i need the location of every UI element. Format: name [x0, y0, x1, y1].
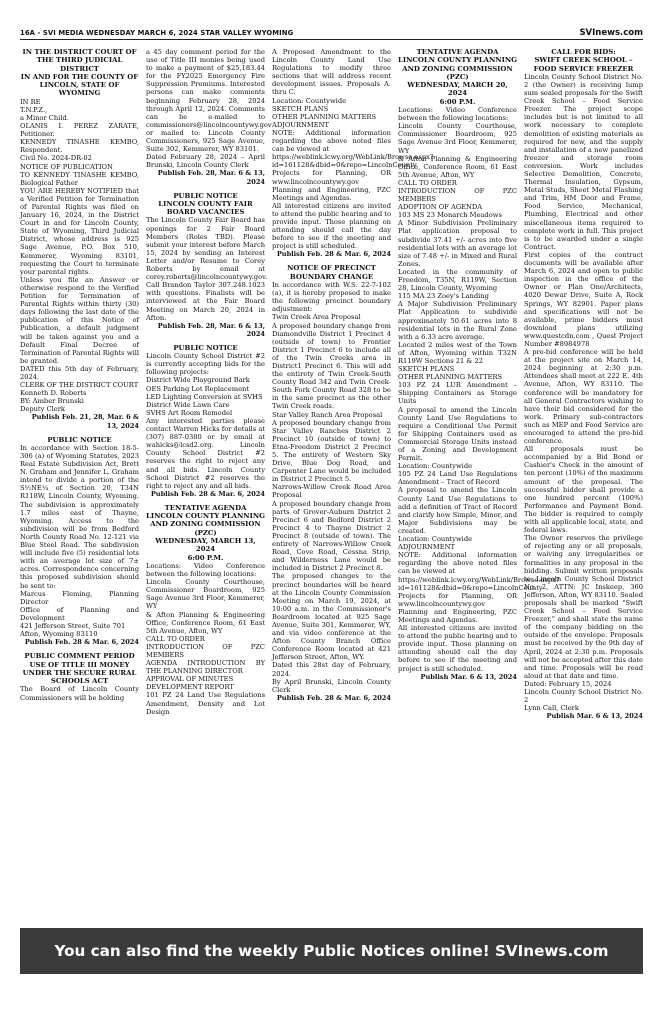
notice-body: In accordance with W.S. 22-7-102 (a), it is hereby proposed to make the following precinct boundary adjustment: Twin Creek Area Proposal A proposed boundary change from Diamondville District 1 Precinct 4 (outside of town) to Frontier District 1 Precinct 6 to include all of the Twin Creeks area in District1 Precinct 6. This will add the entirety of Twin Creek-South County Road 342 and Twin Creek-South Fork County Road 328 to be in the same precinct as the other Twin Creek roads. Star Valley Ranch Area Proposal A proposed boundary change from Star Valley Ranches District 2 Precinct 10 (outside of town) to Etna-Freedom District 2 Precinct 5. The entirety of Western Sky Drive, Blue Dog Road, and Carpenter Lane would be included in District 2 Precinct 5. Narrows-Willow Creek Road Area Proposal A proposed boundary change from parts of Grover-Auburn District 2 Precinct 6 and Bedford District 2 Precinct 4 to Thayne District 2 Precinct 8 (outside of town). The entirety of Narrows-Willow Creek Road, Cove Road, Cessna Strip, and Wilderness Lane would be included in District 2 Precinct 8. The proposed changes to the precinct boundaries will be heard at the Lincoln County Commission Meeting on March 19, 2024, at 10:00 a.m. in the Commissioner's Boardroom located at 925 Sage Avenue, Suite 301, Kemmerer, WY, and via video conference at the Afton County Branch Office Conference Room located at 421 Jefferson Street, Afton, WY. Dated this 28st day of February, 2024. By April Brunski, Lincoln County Clerk	[272, 281, 391, 694]
notice-title: TENTATIVE AGENDA LINCOLN COUNTY PLANNING AND ZONING COMMISSION (PZC) WEDNESDAY, MARCH 13, 2024 6:00 P.M.	[146, 503, 266, 562]
online-notices-banner: You can also find the weekly Public Notices online! SVInews.com	[20, 928, 643, 974]
publish-dates: Publish Feb. 28, Mar. 6 & 13, 2024	[157, 321, 265, 338]
notice-title: IN THE DISTRICT COURT OF THE THIRD JUDICIAL DISTRICT IN AND FOR THE COUNTY OF LINCOLN, STATE OF WYOMING	[20, 48, 139, 98]
publish-dates: Publish Mar. 6 & 13, 2024	[546, 712, 643, 721]
publish-dates: Publish Feb. 28 & Mar. 6, 2024	[276, 250, 391, 259]
notice-title: NOTICE OF PRECINCT BOUNDARY CHANGE	[287, 264, 376, 281]
notice-body: Locations: Video Conference between the following locations: Lincoln County Courthouse, Commissioner Boardroom, 925 Sage Avenue 3rd Floor, Kemmerer, WY & Afton Planning & Engineering Office, Conference Room, 61 East 5th Avenue, Afton, WY CALL TO ORDER INTRODUCTION OF PZC MEMBERS AGENDA INTRODUCTION BY THE PLANNING DIRECTOR APPROVAL OF MINUTES DEVELOPMENT REPORT 101 PZ 24 Land Use Regulations Amendment, Density and Lot Design	[146, 561, 265, 716]
public-notice	[20, 48, 139, 430]
notice-title: PUBLIC NOTICE	[47, 435, 112, 444]
public-notice	[272, 264, 391, 701]
notice-body: Lincoln County School District #2 is currently accepting bids for the following projects: District Wide Playground Bark OES Parking Lot Replacement LED Lighting Conversion at SVHS District Wide Lawn Care SVHS Art Room Remodel Any interested parties please contact Warren Hicks for details at (307) 887-0380 or by email at wahicks@lcsd2.org. Lincoln County School District #2 reserves the right to reject any and all bids. Lincoln County School District #2 reserves the right to reject any and all bids.	[146, 352, 265, 490]
notice-title: PUBLIC NOTICE	[173, 343, 238, 352]
public-notice	[20, 652, 139, 701]
notice-title: PUBLIC NOTICE LINCOLN COUNTY FAIR BOARD VACANCIES	[158, 191, 253, 217]
notices-columns	[20, 48, 643, 918]
site-name: SVInews.com	[579, 27, 643, 38]
notice-title: CALL FOR BIDS: SWIFT CREEK SCHOOL – FOOD SERVICE FREEZER	[533, 48, 634, 73]
notice-body: IN RE T.N.P.Z., a Minor Child. OLANIS I. PEREZ ZARATE, Petitioner. KENNEDY TINASHE KEMBO, Respondent. Civil No. 2024-DR-02 NOTICE OF PUBLICATION TO KENNEDY TINASHE KEMBO, Biological Father YOU ARE HEREBY NOTIFIED that a Verified Petition for Termination of Parental Rights was filed on January 16, 2024, in the District Court in and for Lincoln County, State of Wyoming, Third Judicial District, whose address is 925 Sage Avenue, P.O. Box 510, Kemmerer, Wyoming 83101, requesting the Court to terminate your parental rights. Unless you file an Answer or otherwise respond to the Verified Petition for Termination of Parental Rights within thirty (30) days following the last date of the publication of this Notice of Publication, a default judgment will be taken against you and a Default Final Decree of Termination of Parental Rights will be granted. DATED this 5th day of February, 2024. CLERK OF THE DISTRICT COURT Kenneth D. Roberts BY: Amber Brunski Deputy Clerk	[20, 97, 139, 414]
public-notice	[146, 191, 268, 338]
public-notice	[146, 48, 272, 186]
publish-dates: Publish Feb. 28 & Mar. 6, 2024	[150, 489, 265, 498]
public-notice	[524, 48, 643, 720]
notice-body: The Lincoln County Fair Board has openings for 2 Fair Board Members (Roles TBD). Please submit your interest before March 15, 2024 by sending an Interest Letter and/or Resume to Corey Roberts by email at corey.roberts@lincolncountywy.gov. Call Brandon Taylor 307.248.1023 with questions. Finalists will be interviewed at the Fair Board Meeting on March 20, 2024 in Afton.	[146, 216, 268, 322]
notice-body: A Proposed Amendment to the Lincoln County Land Use Regulations to modify three sections that will address recent development issues. Proposals A. thru C. Location: Countywide SKETCH PLANS OTHER PLANNING MATTERS ADJOURNMENT NOTE: Additional information regarding the above noted files can be viewed at https://weblink.lcwy.org/WebLink/Browse.aspx?id=161128&dbid=0&repo=LincolnCounty Projects for Planning, OR www.lincolncountywy.gov Planning and Engineering, PZC Meetings and Agendas. All interested citizens are invited to attend the public hearing and to provide input. Those planning on attending should call the day before to see if the meeting and project is still scheduled.	[272, 48, 434, 251]
page-header	[20, 26, 643, 40]
publish-dates: Publish Mar. 6 & 13, 2024	[420, 672, 517, 681]
public-notice	[20, 436, 139, 647]
publish-dates: Publish Feb. 28, Mar. 6 & 13, 2024	[157, 169, 265, 186]
column-1	[20, 48, 139, 918]
publish-dates: Publish Feb. 21, 28, Mar. 6 & 13, 2024	[31, 413, 139, 430]
column-4	[398, 48, 560, 918]
notice-title: PUBLIC COMMENT PERIOD USE OF TITLE III MONEY UNDER THE SECURE RURAL SCHOOLS ACT	[22, 652, 137, 686]
public-notice	[146, 344, 265, 498]
public-notice	[398, 48, 560, 681]
column-5	[524, 48, 643, 918]
publish-dates: Publish Feb. 28 & Mar. 6, 2024	[24, 638, 139, 647]
notice-body: Locations: Video Conference between the following locations: Lincoln County Courthouse, Commissioner Boardroom, 925 Sage Avenue 3rd Floor, Kemmerer, WY & Afton Planning & Engineering Office, Conference Room, 61 East 5th Avenue, Afton, WY CALL TO ORDER INTRODUCTION OF PZC MEMBERS ADOPTION OF AGENDA 103 MS 23 Monarch Meadows A Minor Subdivision Preliminary Plat application proposal to subdivide 37.41 +/- acres into five residential lots with an average lot size of 7.48 +/- in Mixed and Rural Zones. Located in the community of Freedom, T35N, R119W, Section 28, Lincoln County, Wyoming 115 MA 23 Zoey's Landing A Major Subdivision Preliminary Plat Application to subdivide approximately 50.61 acres into 8 residential lots in the Rural Zone with a 6.33 acre average. Located 2 miles west of the Town of Afton, Wyoming within T32N R119W Sections 21 & 22 SKETCH PLANS OTHER PLANNING MATTERS 103 PZ 24 LUR Amendment – Shipping Containers as Storage Units A proposal to amend the Lincoln County Land Use Regulations to require a Conditional Use Permit for Shipping Containers used as Commercial Storage Units instead of a Zoning and Development Permit. Location: Countywide 105 PZ 24 Land Use Regulations Amendment – Tract of Record A proposal to amend the Lincoln County Land Use Regulations to add a definition of Tract of Record and clarify how Simple, Minor, and Major Subdivisions may be created. Location: Countywide ADJOURNMENT NOTE: Additional information regarding the above noted files can be viewed at https://weblink.lcwy.org/WebLink/Browse.aspx?id=161128&dbid=0&repo=LincolnCounty Projects for Planning, OR www.lincolncountywy.gov Planning and Engineering, PZC Meetings and Agendas. All interested citizens are invited to attend the public hearing and to provide input. Those planning on attending should call the day before to see if the meeting and project is still scheduled.	[398, 106, 560, 673]
public-notice	[146, 504, 265, 716]
page-header-issue: 16A - SVI MEDIA WEDNESDAY MARCH 6, 2024 STAR VALLEY WYOMING	[20, 28, 294, 37]
publish-dates: Publish Feb. 28 & Mar. 6, 2024	[276, 693, 391, 702]
column-2	[146, 48, 272, 918]
notice-body: The Board of Lincoln County Commissioners will be holding	[20, 685, 139, 702]
notice-body: a 45 day comment period for the use of Title III monies being used to make a payment of $25,183.44 for the FY2025 Emergency Fire Suppression Premiums. Interested persons can make comments beginning February 28, 2024 through April 12, 2024. Comments can be e-mailed to commissioners@lincolncountywy.gov or mailed to: Lincoln County Commissioners, 925 Sage Avenue, Suite 302, Kemmerer, WY 83101. Dated February 28, 2024 – April Brunski, Lincoln County Clerk	[146, 48, 272, 170]
column-3	[272, 48, 434, 918]
notice-body: In accordance with Section 18-5-306 (a) of Wyoming Statutes, 2023 Real Estate Subdivision Act, Brett N. Graham and Jennifer L. Graham intend to divide a portion of the S½NE¼ of Section 20, T34N R118W, Lincoln County, Wyoming. The subdivision is approximately 1.7 miles east of Thayne, Wyoming. Access to the subdivision will be from Bedford North County Road No. 12-121 via Blue Steel Road. The subdivision will include five (5) residential lots with an average lot size of 7± acres. Correspondence concerning this proposed subdivision should be sent to: Marcus Fleming, Planning Director Office of Planning and Development 421 Jefferson Street, Suite 701 Afton, Wyoming 83110	[20, 443, 139, 639]
public-notice	[272, 48, 434, 259]
notice-body: Lincoln County School District No. 2 (the Owner) is receiving lump sum sealed proposals for the Swift Creek School – Food Service Freezer. The project scope includes but is not limited to all work necessary to complete demolition of existing materials as required for new, and the supply and installation of a new panelized freezer and storage room conversion. Work includes Selective Demolition, Concrete, Thermal Insulation, Gypsum, Metal Studs, Sheet Metal Flashing and Trim, HM Door and Frame, Food Service, Mechanical, Plumbing, Electrical and other miscellaneous items required to complete work in full. This project is to be awarded under a single Contract. First copies of the contract documents will be available after March 6, 2024 and open to public inspection in the office of the Owner or Plan One/Architects, 4020 Dewar Drive, Suite A, Rock Springs, WY 82901. Paper plans and specifications will not be available, prime bidders must download plans utilizing www.questcdn.com , Quest Project Number #8984978 A pre-bid conference will be held at the project site on March 14, 2024 beginning at 2:30 p.m. Attendees shall meet at 222 E. 4th Avenue, Afton, WY 83110. The conference will be mandatory for all General Contractors wishing to have their bid considered for the work. Primary sub-contractors such as MEP and Food Service are encouraged to attend the pre-bid conference. All proposals must be accompanied by a Bid Bond or Cashier's Check in the amount of ten percent (10%) of the maximum amount of the proposal. The successful bidder shall provide a one hundred percent (100%) Performance and Payment Bond. The bidder is required to comply with all applicable local, state, and federal laws. The Owner reserves the privilege of rejecting any or all proposals, or waiving any irregularities or formalities in any proposal in the bidding. Submit written proposals to: Lincoln County School District No. 2, ATTN: JC Inskeep, 360 Jefferson, Afton, WY 83110. Sealed proposals shall be marked "Swift Creek School – Food Service Freezer," and shall state the name of the company bidding on the outside of the envelope. Proposals must be received by the 9th day of April, 2024 at 2:30 p.m. Proposals will not be accepted after this date and time. Proposals will be read aloud at that date and time. Dated: February 15, 2024 Lincoln County School District No. 2 Lynn Call, Clerk	[524, 72, 643, 713]
notice-title: TENTATIVE AGENDA LINCOLN COUNTY PLANNING AND ZONING COMMISSION (PZC) WEDNESDAY, MARCH 20, 2024 6:00 P.M.	[398, 48, 518, 106]
